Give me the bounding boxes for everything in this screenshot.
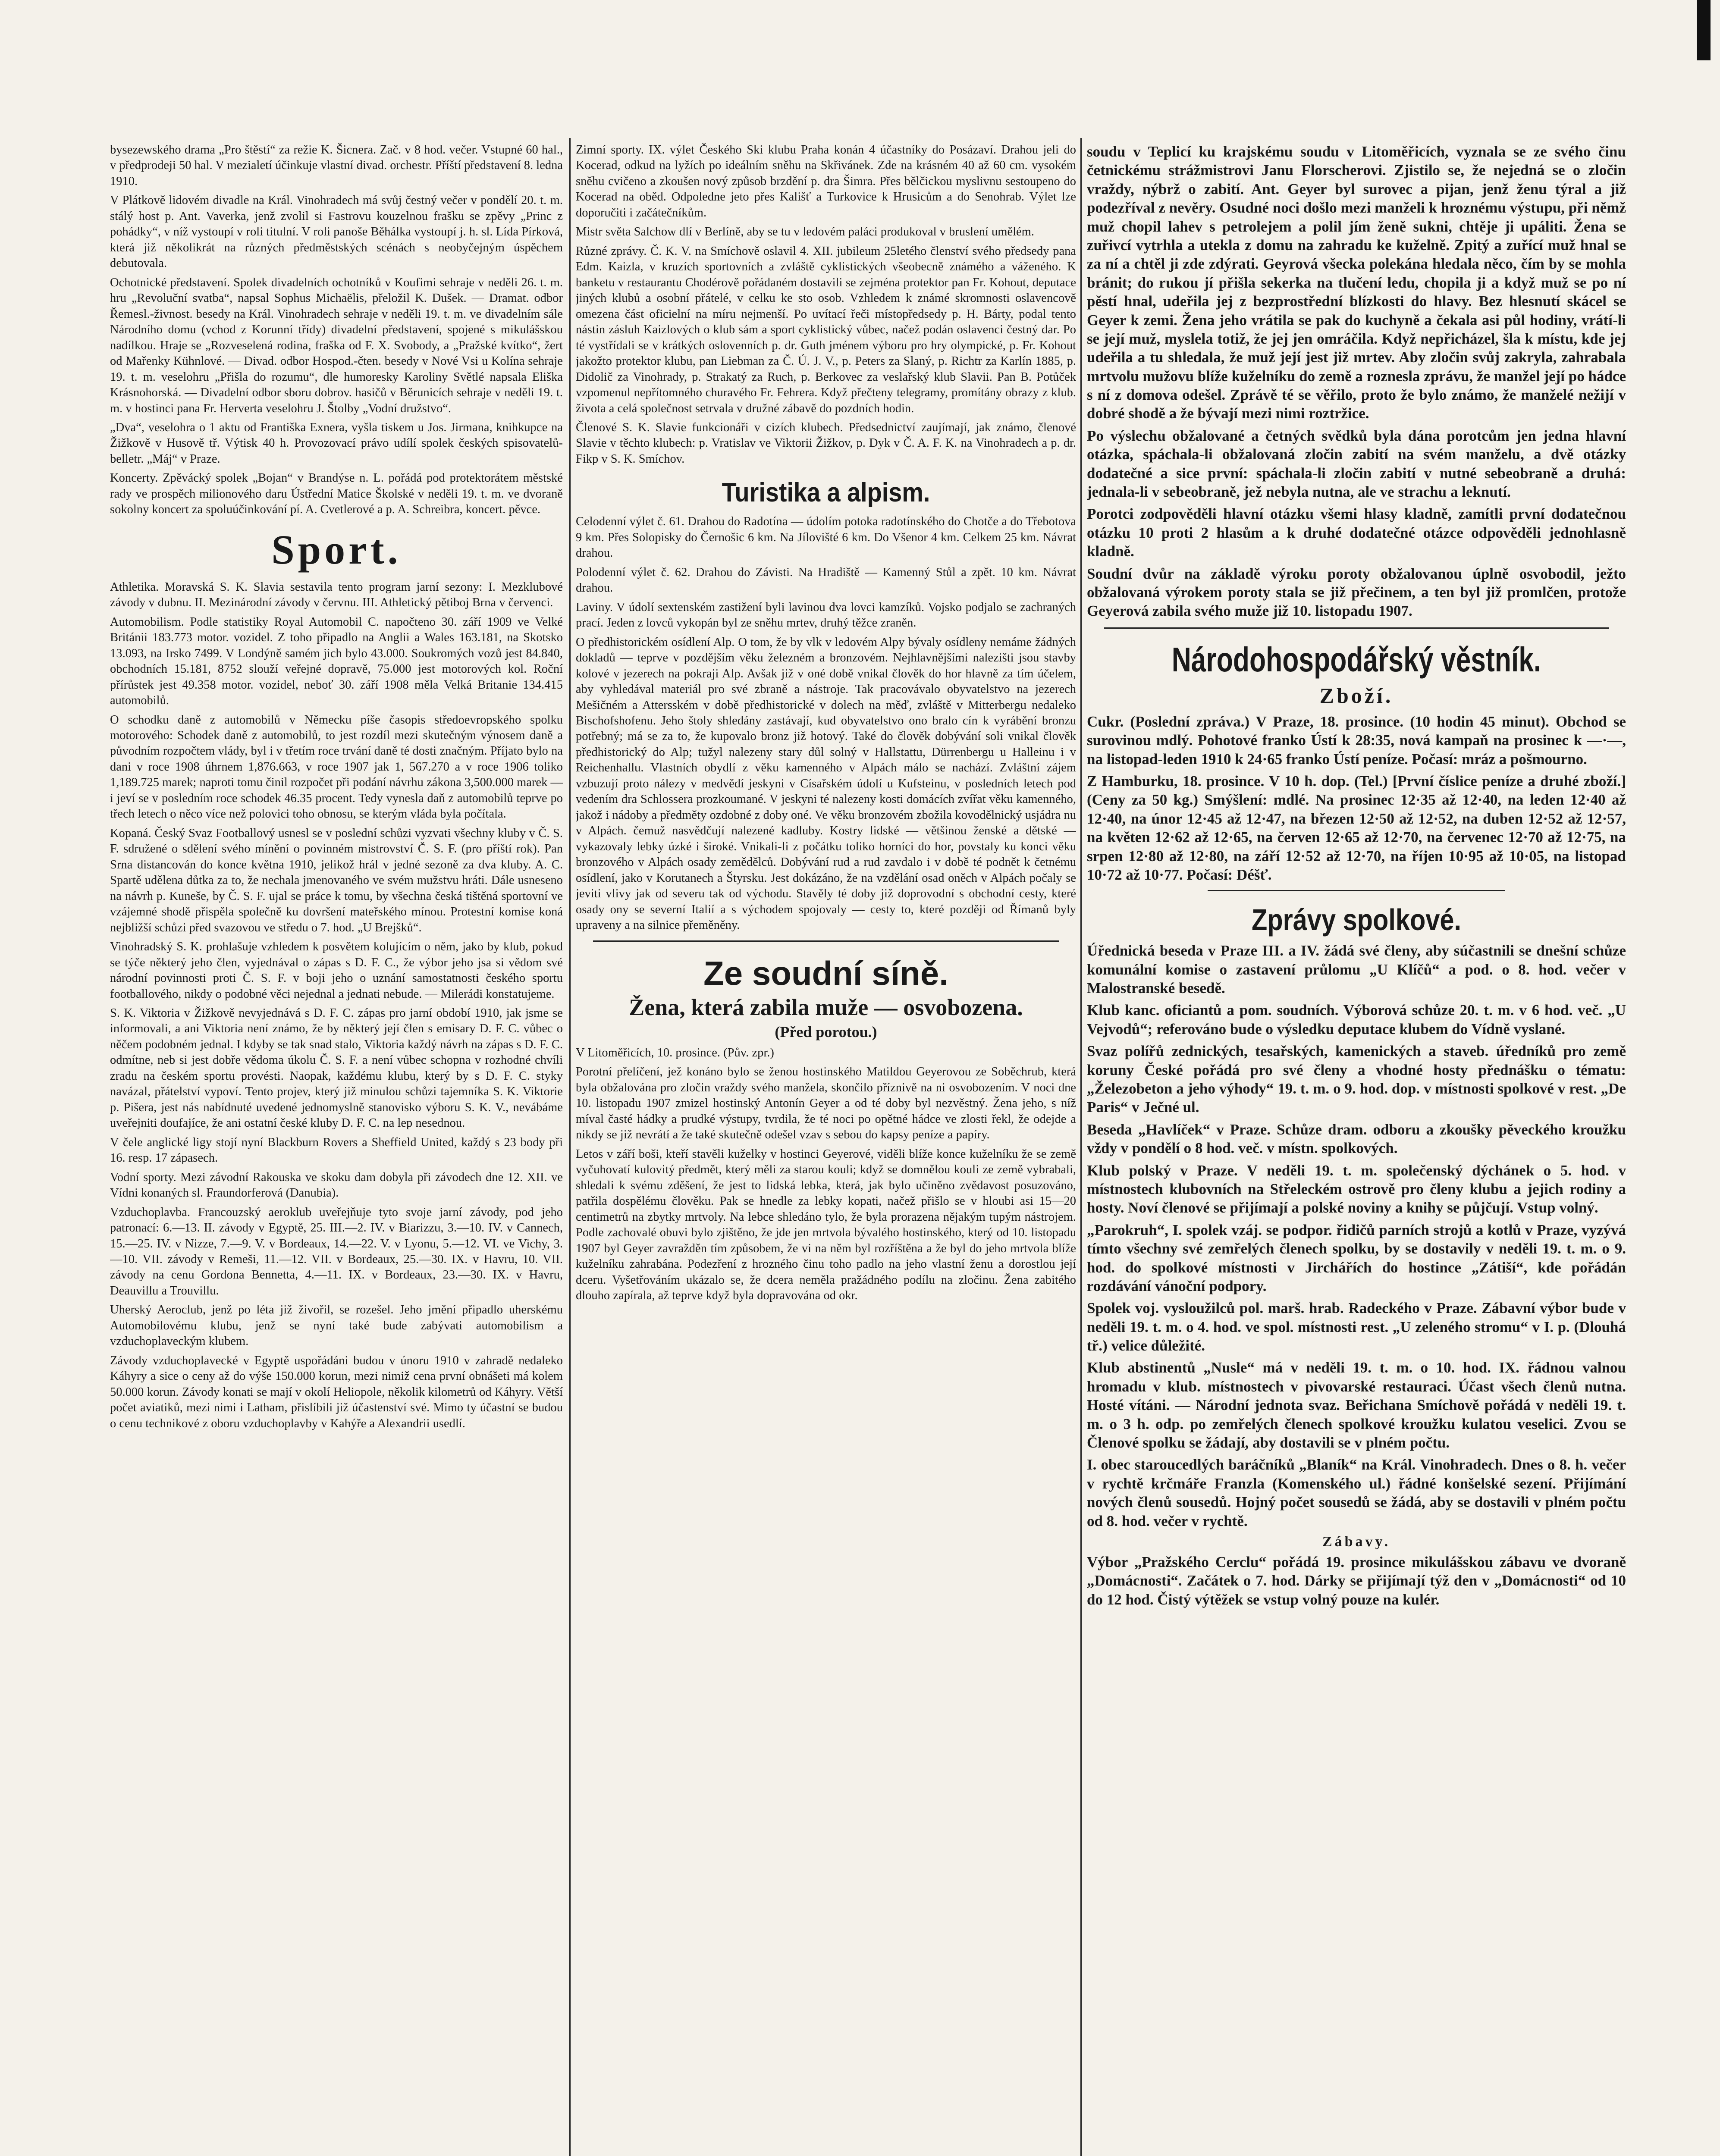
paragraph: Vzduchoplavba. Francouzský aeroklub uveřejňuje tyto svoje jarní závody, pod jeho patronací: 6.—13. II. závody v Egyptě, 25. III.—2. IV. v Biarizzu, 3.—10. IV. v Cannech, 15.—25. IV. v Nizze, 7.—9. V. v Bordeaux, 14.—22. V. v Lyonu, 5.—12. VI. ve Vichy, 3.—10. VII. závody v Remeši, 11.—12. VII. v Bordeaux, 25.—30. IX. v Havru, 10. VII. závody na cenu Gordona Bennetta, 4.—11. IX. v Bordeaux, 23.—30. IX. v Havru, Deauvillu a Trouvillu. <box>110 1205 563 1297</box>
paragraph: I. obec staroucedlých baráčníků „Blaník“ na Král. Vinohradech. Dnes o 8. h. večer v rychtě krčmáře Franzla (Komenského ul.) řádné konšelské sezení. Přijímání nových členů sousedů. Hojný počet sousedů se žádá, aby se dostavili v plném počtu od 8. hod. večer v rychtě. <box>1087 1456 1626 1529</box>
paragraph: Mistr světa Salchow dlí v Berlíně, aby se tu v ledovém paláci produkoval v bruslení umělém. <box>576 225 1034 239</box>
paragraph: Svaz polířů zednických, tesařských, kamenických a staveb. úředníků pro země koruny České pořádá pro své členy a vhodné hosty přednášku o tématu: „Železobeton a jeho výhody“ 19. t. m. o 9. hod. dop. v místnosti spolkové v rest. „De Paris“ v Ječné ul. <box>1087 1043 1626 1116</box>
paragraph: Letos v září boši, kteří stavěli kuželky v hostinci Geyerové, viděli blíže konce kuželníku že se země vyčuhovatí kulovitý předmět, který měli za starou kouli; když se domnělou kouli ze země vybrabali, shledali k svému zděšení, že jest to lidská lebka, která, jak bylo učiněno zvědavost posuzováno, patřila dospělému člověku. Pak se hnedle za lebky kopati, načež přišlo se v hloubi asi 15—20 centimetrů na zbytky mrtvoly. Na lebce shledáno tylo, že byla prorazena nějakým tupým nástrojem. Podle zachovalé obuvi bylo zjištěno, že jde jen mrtvola bývalého hostinského, který od 10. listopadu 1907 byl Geyer zavražděn tím způsobem, že vi na něm byl rozříštěna a že byl do jeho mrtvola blíže kuželníku zahrabána. Podezření z hrozného činu toho padlo na jeho vlastní ženu a dorostlou její dceru. Vyšetřováním ukázalo se, že dcera neměla pražádného podílu na zločinu. Žena zabitého dlouho zapírala, až teprve když byla dopravována od okr. <box>576 1147 1076 1302</box>
section-heading-sport: Sport. <box>271 526 402 573</box>
paragraph: Kopaná. Český Svaz Footballový usnesl se v poslední schůzi vyzvati všechny kluby v Č. S. F. sdružené o sdělení svého mínění o povinném mistrovství Č. S. F. (pro příští rok). Pan Srna distancován do konce května 1910, jelikož hrál v jedné sezoně za dva kluby. A. C. Spartě udělena důtka za to, že nechala jmenovaného ve svém mužstvu hráti. Dále usneseno na návrh p. Kuneše, by Č. S. F. ujal se práce k tomu, by všechna česká tištěná sportovní ve vzájemné shodě přispěla společně ku dovršení mateřského mínou. Protestní komise koná nejbližší schůzi před svazovou ve středu o 7. hod. „U Brejšků“. <box>110 826 563 934</box>
subsection-heading-zbozi: Zboží. <box>1319 683 1394 708</box>
paragraph: S. K. Viktoria v Žižkově nevyjednává s D. F. C. zápas pro jarní období 1910, jak jsme se informovali, a ani Viktoria není známo, že by některý její člen s emisary D. F. C. vůbec o něčem podobném jednal. I kdyby se tak snad stalo, Viktoria každý návrh na zápas s D. F. C. odmítne, neb si jest dobře vědoma úkolu Č. S. F. a není vůbec schopna v rozhodné chvíli zradu na českém sportu provésti. Naopak, každému klubu, který by s D. F. C. styky navázal, přátelství vypoví. Tento projev, který již minulou schůzi tajemníka S. K. Viktorie p. Pišera, jest nás nabídnuté uvedené jednomyslně stanovisko výboru S. K. V., nevábáme uveřejniti doufajíce, že ani ostatní české kluby D. F. C. na lep nesednou. <box>110 1006 563 1130</box>
paragraph: Polodenní výlet č. 62. Drahou do Závisti. Na Hradiště — Kamenný Stůl a zpět. 10 km. Návrat drahou. <box>576 565 1076 595</box>
subsection-heading-zabavy: Zábavy. <box>1322 1534 1391 1550</box>
paragraph: Klub polský v Praze. V neděli 19. t. m. společenský dýchánek o 5. hod. v místnostech klubovních na Střeleckém ostrově pro členy klubu a jejich rodiny a hosty. Noví členové se přijímají a polské noviny a knihy se půjčují. Vstup volný. <box>1087 1162 1626 1216</box>
paragraph: Různé zprávy. Č. K. V. na Smíchově oslavil 4. XII. jubileum 25letého členství svého předsedy pana Edm. Kaizla, v kruzích sportovních a zvláště cyklistických všeobecně známého a váženého. K banketu v restaurantu Chodérově pořádaném dostavili se zejména protektor pan Fr. Kohout, deputace jiných klubů a osobní přátelé, v celku ke sto osob. Vzhledem k známé skromnosti oslavencově omezena část oficielní na míru nejmenší. Po uvítací řeči místopředsedy p. H. Bárty, podal tento nástin zásluh Kaizlových o klub sám a sport cyklistický vůbec, načež podán oslavenci čestný dar. Po té vystřídali se v krátkých oslovenních p. dr. Guth jménem výboru pro hry olympické, p. Fr. Kohout jakožto protektor klubu, pan Liebman za Č. Ú. J. V., p. Peters za Slaný, p. Richtr za Karlín 1885, p. Didolič za Vinohrady, p. Strakatý za Ruch, p. Berkovec za veslařský klub Slavii. Pan B. Potůček vzpomenul nepřítomného churavého Fr. Fehrera. Když přečteny telegramy, promítány obrazy z klub. života a celá společnost setrvala v družné zábavě do pozdních hodin. <box>576 244 1076 415</box>
paragraph: Z Hamburku, 18. prosince. V 10 h. dop. (Tel.) [První číslice peníze a druhé zboží.] (Ceny za 50 kg.) Smýšlení: mdlé. Na prosinec 12·35 až 12·40, na leden 12·40 až 12·40, na únor 12·45 až 12·47, na březen 12·50 až 12·52, na duben 12·52 až 12·57, na květen 12·62 až 12·65, na červen 12·65 až 12·70, na červenec 12·70 až 12·75, na srpen 12·80 až 12·80, na září 12·52 až 12·70, na říjen 10·95 až 10·05, na listopad 10·72 až 10·77. Počasí: Déšť. <box>1087 772 1626 883</box>
paragraph: Členové S. K. Slavie funkcionáři v cizích klubech. Předsednictví zaujímají, jak známo, členové Slavie v těchto klubech: p. Vratislav ve Viktorii Žižkov, p. Dyk v Č. A. F. K. na Vinohradech a p. dr. Fikp v S. K. Smíchov. <box>576 420 1076 466</box>
paragraph: Vinohradský S. K. prohlašuje vzhledem k posvětem kolujícím o něm, jako by klub, pokud se týče některý jeho člen, vyjednával o zápas s D. F. C., že výbor jeho jsa si vědom své národní povinnosti proti Č. S. F. v boji jeho o uznání samostatnosti českého sportu footballového, nikdy o podobné věci nejednal a jednati nebude. — Milerádi konstatujeme. <box>110 940 563 1001</box>
paragraph: „Dva“, veselohra o 1 aktu od Františka Exnera, vyšla tiskem u Jos. Jirmana, knihkupce na Žižkově v Husově tř. Výtisk 40 h. Provozovací právo udílí spolek českých spisovatelů-belletr. „Máj“ v Praze. <box>110 420 563 466</box>
paragraph: Výbor „Pražského Cerclu“ pořádá 19. prosince mikulášskou zábavu ve dvoraně „Domácnosti“. Začátek o 7. hod. Dárky se přijímají týž den v „Domácnosti“ od 10 do 12 hod. Čistý výtěžek se vstup volný pouze na kulér. <box>1087 1554 1626 1608</box>
paragraph: Automobilism. Podle statistiky Royal Automobil C. napočteno 30. září 1909 ve Velké Británii 183.773 motor. vozidel. Z toho připadlo na Anglii a Wales 163.181, na Skotsko 13.093, na Irsko 7499. V Londýně samém jich bylo 43.000. Soukromých vozů jest 84.840, obchodních 15.181, 8752 slouží veřejné dopravě, 75.000 jest motorových kol. Roční přírůstek jest 49.358 motor. vozidel, neboť 30. září 1908 měla Velká Britanie 134.415 automobilů. <box>110 615 563 708</box>
paragraph: Uherský Aeroclub, jenž po léta již živořil, se rozešel. Jeho jmění připadlo uherskému Automobilovému klubu, jenž se nyní také bude zabývati automobilism a vzduchoplaveckým klubem. <box>110 1303 563 1348</box>
scan-edge-mark <box>1697 0 1711 60</box>
paragraph: O schodku daně z automobilů v Německu píše časopis středoevropského spolku motorového: Schodek daně z automobilů, to jest rozdíl mezi skutečným výnosem daně a původním rozpočtem vlády, byl i v třetím roce trvání daně té dosti značným. Příjato bylo na dani v roce 1908 úhrnem 1,876.663, v roce 1907 jak 1, 567.270 a v roce 1906 toliko 1,189.725 marek; naproti tomu činil rozpočet při podání návrhu zákona 3,500.000 marek — i jeví se v posledním roce schodek 46.35 procent. Tedy vynesla daň z automobilů teprve po třech letech o něco více než polovici toho obnosu, se kterým vláda byla počítala. <box>110 713 563 821</box>
paragraph: „Parokruh“, I. spolek vzáj. se podpor. řidičů parních strojů a kotlů v Praze, vyzývá tímto všechny své zemřelých členech spolku, by se dostavily v neděli 19. t. m. o 9. hod. do spolkové místnosti v Jirchářích do hostince „Zátiší“, kde pořádán rozdávání vánoční podpory. <box>1087 1221 1626 1294</box>
paragraph: Zimní sporty. IX. výlet Českého Ski klubu Praha konán 4 účastníky do Posázaví. Drahou jeli do Kocerad, odkud na lyžích po ideálním sněhu na Skřivánek. Zde na krásném 40 až 60 cm. vysokém sněhu cvičeno a zkoušen nový způsob brzdění p. dra Šimra. Přes bělčickou myslivnu sestoupeno do Kocerad na oběd. Odpoledne jeto přes Kališť a Turkovice k Hrusicům a do Senohrab. Výlet lze doporučiti i začátečníkům. <box>576 143 1076 219</box>
paragraph: Porotní přelíčení, jež konáno bylo se ženou hostinského Matildou Geyerovou ze Soběchrub, která byla obžalována pro zločin vraždy svého manžela, skončilo příznivě na ni osvobozením. V noci dne 10. listopadu 1907 zmizel hostinský Antonín Geyer a od té doby byl nezvěstný. Žena jeho, s níž míval časté hádky a prudké výstupy, tvrdila, že té noci po opětné hádce ve zlosti řekl, že odejde a nikdy se již nevrátí a že také skutečně odešel vzav s sebou do kapsy peníze a papíry. <box>576 1065 1076 1142</box>
paragraph: Ochotnické představení. Spolek divadelních ochotníků v Koufimi sehraje v neděli 26. t. m. hru „Revoluční svatba“, napsal Sophus Michaëlis, přeložil K. Dušek. — Dramat. odbor Řemesl.-živnost. besedy na Král. Vinohradech sehraje v neděli 19. t. m. ve divadelním sále Národního domu (vchod z Korunní třídy) divadelní představení, spojené s mikulášskou nadílkou. Hraje se „Rozveselená rodina, fraška od F. X. Svobody, a „Pražské kvítko“, žert od Mařenky Kühnlové. — Divad. odbor Hospod.-čten. besedy v Nové Vsi u Kolína sehraje 19. t. m. veselohru „Přišla do rozumu“, dle humoresky Karoliny Světlé napsala Eliška Krásnohorská. — Divadelní odbor sboru dobrov. hasičů v Běrunicích sehraje v neděli 19. t. m. v hostinci pana Fr. Herverta veselohru J. Štolby „Vodní družstvo“. <box>110 276 563 415</box>
article-headline: Žena, která zabila muže — osvobozena. <box>629 994 1023 1020</box>
column-rule-1 <box>569 138 571 2156</box>
paragraph: Soudní dvůr na základě výroku poroty obžalovanou úplně osvobodil, ježto obžalovaná výrokem poroty stala se již přečinem, a ten byl již promlčen, protože Geyerová zabila svého muže již 10. listopadu 1907. <box>1087 565 1626 620</box>
separator-rule <box>1208 890 1505 891</box>
paragraph: Athletika. Moravská S. K. Slavia sestavila tento program jarní sezony: I. Mezklubové závody v dubnu. II. Mezinárodní závody v červnu. III. Athletický pětiboj Brna v červenci. <box>110 580 563 610</box>
paragraph: Úřednická beseda v Praze III. a IV. žádá své členy, aby súčastnili se dnešní schůze komunální komise o zastavení průlomu „U Klíčů“ a pod. o 8. hod. večer v Malostranské besedě. <box>1087 942 1626 997</box>
paragraph: Laviny. V údolí sextenském zastižení byli lavinou dva lovci kamzíků. Vojsko podjalo se zachraných prací. Jeden z lovců vykopán byl ze sněhu mrtev, druhý těžce zraněn. <box>576 600 1076 630</box>
paragraph: Závody vzduchoplavecké v Egyptě uspořádáni budou v únoru 1910 v zahradě nedaleko Káhyry a sice o ceny až do výše 150.000 korun, mezi nimiž cena první obnášeti má kolem 50.000 korun. Závody konati se mají v okolí Heliopole, několik kilometrů od Káhyry. Větší počet aviatiků, mezi nimi i Latham, přislíbili již účastenství své. Mimo ty účastní se budou o cenu technikové z oboru vzduchoplavby v Kahýře a Alexandrii usedlí. <box>110 1354 563 1430</box>
paragraph: V čele anglické ligy stojí nyní Blackburn Rovers a Sheffield United, každý s 23 body při 16. resp. 17 zápasech. <box>110 1135 563 1165</box>
section-heading-zpravy-spolkove: Zprávy spolkové. <box>1251 903 1462 937</box>
section-heading-turistika: Turistika a alpism. <box>722 478 930 508</box>
column-3 <box>1087 142 1626 2156</box>
paragraph: Po výslechu obžalované a četných svědků byla dána porotcům jen jedna hlavní otázka, spáchala-li obžalovaná zločin zabití na svém manželu, a dvě otázky dodatečné a sice první: spáchala-li zločin zabití v nutné sebeobraně a druhá: jednala-li v sebeobraně, jež nebyla nutna, ale ve strachu a leknutí. <box>1087 427 1626 501</box>
column-1 <box>110 142 563 2156</box>
paragraph: V Plátkově lidovém divadle na Král. Vinohradech má svůj čestný večer v pondělí 20. t. m. stálý host p. Ant. Vaverka, jenž zvolil si Fastrovu kouzelnou frašku se zpěvy „Princ z pohádky“, v níž vystoupí v roli titulní. V roli panoše Běhálka vystoupí j. h. sl. Lída Pírková, která již několikrát na různých předměstských scénách s neobyčejným úspěchem debutovala. <box>110 194 563 270</box>
paragraph: Porotci zodpověděli hlavní otázku všemi hlasy kladně, zamítli první dodatečnou otázku 10 proti 2 hlasům a k druhé dodatečné otázce odpověděli jednohlasně kladně. <box>1087 505 1626 560</box>
dateline: V Litoměřicích, 10. prosince. (Pův. zpr.) <box>576 1046 774 1059</box>
paragraph: Cukr. (Poslední zpráva.) V Praze, 18. prosince. (10 hodin 45 minut). Obchod se surovinou mdlý. Pohotové franko Ústí k 28:35, nová kampaň na prosinec k —·—, na listopad-leden 1910 k 24·65 franko Ústí peníze. Počasí: mráz a pošmourno. <box>1087 713 1626 768</box>
paragraph: Klub kanc. oficiantů a pom. soudních. Výborová schůze 20. t. m. v 6 hod. več. „U Vejvodů“; referováno bude o výsledku deputace klubem do Vídně vyslané. <box>1087 1002 1626 1037</box>
paragraph: Celodenní výlet č. 61. Drahou do Radotína — údolím potoka radotínského do Chotče a do Třebotova 9 km. Přes Solopisky do Černošic 6 km. Na Jílovišté 6 km. Do Všenor 4 km. Celkem 25 km. Návrat drahou. <box>576 515 1076 560</box>
paragraph: Koncerty. Zpěvácký spolek „Bojan“ v Brandýse n. L. pořádá pod protektorátem městské rady ve prospěch milionového daru Ústřední Matice Školské v neděli 19. t. m. ve dvoraně sokolny koncert za spoluúčinkování pí. A. Cvetlerové a p. A. Schreibra, koncert. pěvce. <box>110 471 563 517</box>
column-rule-2 <box>1080 138 1082 2156</box>
paragraph: Beseda „Havlíček“ v Praze. Schůze dram. odboru a zkoušky pěveckého kroužku vždy v pondělí o 8 hod. več. v místn. spolkových. <box>1087 1121 1626 1157</box>
column-2 <box>576 142 1076 2156</box>
section-heading-soudni-sin: Ze soudní síně. <box>703 954 948 992</box>
paragraph: Vodní sporty. Mezi závodní Rakouska ve skoku dam dobyla při závodech dne 12. XII. ve Vídni konaných sl. Fraundorferová (Danubia). <box>110 1170 563 1200</box>
paragraph: bysezewského drama „Pro štěstí“ za režie K. Šicnera. Zač. v 8 hod. večer. Vstupné 60 hal., v předprodeji 50 hal. V mezialetí účinkuje vlastní divad. orchestr. Příští představení 8. ledna 1910. <box>110 143 563 188</box>
separator-rule <box>593 940 1059 942</box>
paragraph: Klub abstinentů „Nusle“ má v neděli 19. t. m. o 10. hod. IX. řádnou valnou hromadu v klub. místnostech v pivovarské restauraci. Účast všech členů nutna. Hosté vítáni. — Národní jednota svaz. Beřichana Smíchově pořádá v neděli 19. t. m. o 3 h. odp. po zemřelých členech spolkové kroužku kulatou veselici. Zvou se Členové spolku se žádají, aby dostavili se v plném počtu. <box>1087 1359 1626 1451</box>
section-heading-narodohospodarsky-vestnik: Národohospodářský věstník. <box>1171 640 1541 679</box>
article-subheading: (Před porotou.) <box>775 1023 877 1040</box>
paragraph: O předhistorickém osídlení Alp. O tom, že by vlk v ledovém Alpy bývaly osídleny nemáme žádných dokladů — teprve v pozdějším věku železném a bronzovém. Nejhlavnějšími nalezišti jsou stavby kolové v jezerech na pokraji Alp. Avšak již v oné době vnikal člověk do hor hlavně za tím účelem, aby vyhledával materiál pro své zbraně a nástroje. Tak pracovávalo obyvatelstvo na jezerech Mešičném a Attersském v době předhistorické v dolech na měď, zvláště v Mitterbergu nedaleko Bischofshofenu. Jeho štoly shledány zastávají, kud obyvatelstvo ono bralo cín k vyrábění bronzu potřebný; má se za to, že kupovalo bronz již hotový. Také do člověk dobývání soli vnikal člověk předhistorický do Alp; tužyl nalezeny stary důl solný v Hallstattu, Dürrenbergu u Halleinu i v Reichenhallu. Vlastních obydlí z věku kamenného v Alpách málo se nachází. Zvláštní zájem vzbuzují proto nálezy v medvědí jeskyni v Císařském údolí u Kufsteinu, v posledních letech pod vedením dra Schlossera prozkoumané. V jeskyni té nalezeny kosti domácích zvířat věku kamenného, jakož i nádoby a předměty ozdobné z doby oné. Ve věku bronzovém zbožila kovodělnický usjádra nu v Alpách. čemuž nasvědčují nalezené kadluby. Kostry lidské — většinou ženské a dětské — vykazovaly lebky úzké i široké. Vnikali-li z počátku toliko horníci do hor, povstaly ku konci věku bronzového v Alpách osady zemědělců. Dobývání rud a rud zavdalo i v době té podnět k četnému osídlení, jako v Korutanech a Štyrsku. Jest dokázáno, že na vzdělání osad oněch v Alpách počaly se jeviti vlivy jak od severu tak od východu. Stavěly té doby již doprovodní s obchodní cesty, které osady ony se severní Italií a s východem spojovaly — cesty to, které později od Římanů byly upraveny a na silnice přeměněny. <box>576 635 1076 932</box>
separator-rule <box>1104 627 1609 629</box>
paragraph: soudu v Teplicí ku krajskému soudu v Litoměřicích, vyznala se ze svého činu četnickému strážmistrovi Janu Florscherovi. Zjistilo se, že nejedná se o zločin vraždy, nýbrž o zabití. Ant. Geyer byl surovec a pijan, jenž ženu týral a již podezříval z nevěry. Osudné noci došlo mezi manželi k hroznému výstupu, při němž muž chopil lahev s petrolejem a polil jím ženě sukni, chtěje ji upáliti. Žena se zuřivcí vytrhla a utekla z domu na zahradu ke kuželně. Zpitý a zuřící muž hnal se za ní a chtěl ji zde zdýrati. Geyrová všecka polekána hledala něco, čím by se mohla bránit; do rukou jí přišla sekerka na tlučení ledu, chopila ji a když muž se po ní pěstí hnal, udeřila jej z bezprostřední blízkosti do hlavy. Bez hlesnutí skácel se Geyer k zemi. Žena jeho vrátila se pak do kuchyně a čekala asi půl hodiny, vrátí-li se její muž, myslela totiž, že jej jen omráčila. Když nepřicházel, šla k místu, kde jej udeřila a tu shledala, že muž její jest již mrtev. Aby zločin svůj zakryla, zahrabala mrtvolu mužovu blíže kuželníku do země a roznesla zprávu, že manžel její po hádce s ní z domova odešel. Zprávě té se věřilo, proto že bylo známo, že manželé nežijí v dobré shodě a že bývají mezi nimi roztržice. <box>1087 143 1626 422</box>
paragraph: Spolek voj. vysloužilců pol. marš. hrab. Radeckého v Praze. Zábavní výbor bude v neděli 19. t. m. o 4. hod. ve spol. místnosti rest. „U zeleného stromu“ v I. p. (Dlouhá tř.) velice důležité. <box>1087 1300 1626 1354</box>
